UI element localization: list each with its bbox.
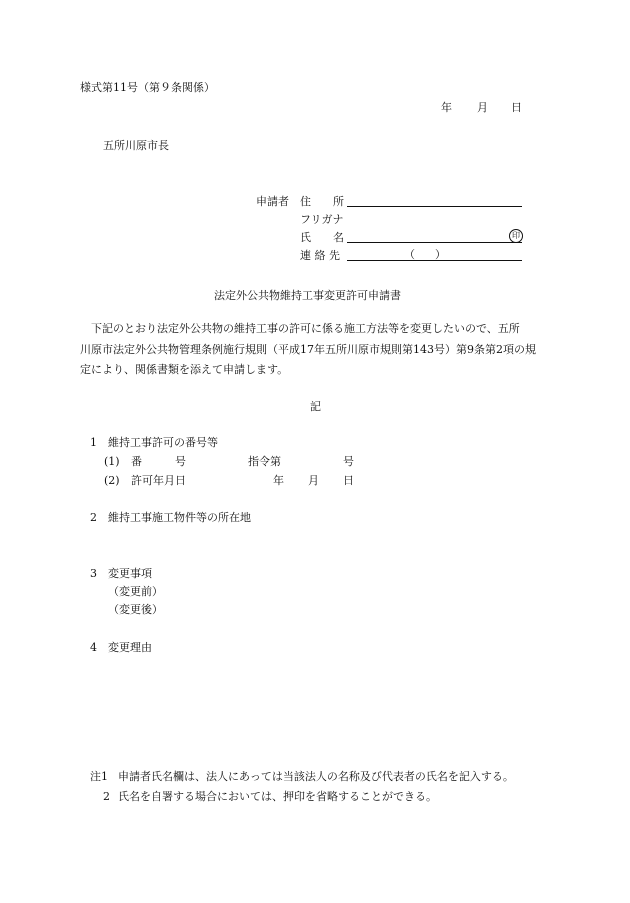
body-line-2: 川原市法定外公共物管理条例施行規則（平成17年五所川原市規則第143号）第9条第2項の規 <box>80 342 536 356</box>
item1-sub2-number: (2) <box>104 474 120 487</box>
item1-sub2-year: 年 <box>273 474 284 487</box>
note2-text: 氏名を自署する場合においては、押印を省略することができる。 <box>118 790 437 803</box>
contact-paren-open: （ <box>404 248 415 261</box>
note1-text: 申請者氏名欄は、法人にあっては当該法人の名称及び代表者の氏名を記入する。 <box>118 770 514 783</box>
note1-prefix: 注1 <box>90 770 108 783</box>
item3-number: 3 <box>90 567 97 580</box>
body-line-3: 定により、関係書類を添えて申請します。 <box>80 363 289 376</box>
address-label: 住 所 <box>300 195 344 208</box>
addressee: 五所川原市長 <box>103 139 169 152</box>
body-line-1: 下記のとおり法定外公共物の維持工事の許可に係る施工方法等を変更したいので、五所 <box>91 322 520 335</box>
contact-field <box>347 249 522 263</box>
item1-sub1-prefix: 指令第 <box>248 455 281 468</box>
name-field <box>347 231 522 245</box>
item4-number: 4 <box>90 641 97 654</box>
body-paragraph <box>80 319 580 381</box>
item3-after: （変更後） <box>108 603 163 616</box>
item1-label: 維持工事許可の番号等 <box>108 436 218 449</box>
contact-label: 連 絡 先 <box>300 249 340 262</box>
item2-label: 維持工事施工物件等の所在地 <box>108 511 251 524</box>
name-label: 氏 名 <box>300 231 344 244</box>
date-year-label: 年 <box>441 101 452 114</box>
applicant-label: 申請者 <box>256 195 289 208</box>
item1-number: 1 <box>90 436 97 449</box>
furigana-label: フリガナ <box>300 213 344 226</box>
item4-label: 変更理由 <box>108 641 152 654</box>
seal-mark: 印 <box>509 229 523 243</box>
item2-number: 2 <box>90 511 97 524</box>
note2-prefix: 2 <box>103 790 110 803</box>
ki-heading: 記 <box>310 400 321 413</box>
item1-sub2-label: 許可年月日 <box>131 474 186 487</box>
address-field <box>347 195 522 209</box>
date-day-label: 日 <box>511 101 522 114</box>
item1-sub2-day: 日 <box>343 474 354 487</box>
item3-before: （変更前） <box>108 585 163 598</box>
item1-sub1-suffix: 号 <box>343 455 354 468</box>
item1-sub1-number: (1) <box>104 455 120 468</box>
contact-paren-close: ） <box>435 248 446 261</box>
item1-sub2-month: 月 <box>308 474 319 487</box>
item1-sub1-label: 番 号 <box>131 455 186 468</box>
item3-label: 変更事項 <box>108 567 152 580</box>
date-month-label: 月 <box>477 101 488 114</box>
form-number: 様式第11号（第９条関係） <box>80 81 215 94</box>
document-title: 法定外公共物維持工事変更許可申請書 <box>214 289 401 302</box>
